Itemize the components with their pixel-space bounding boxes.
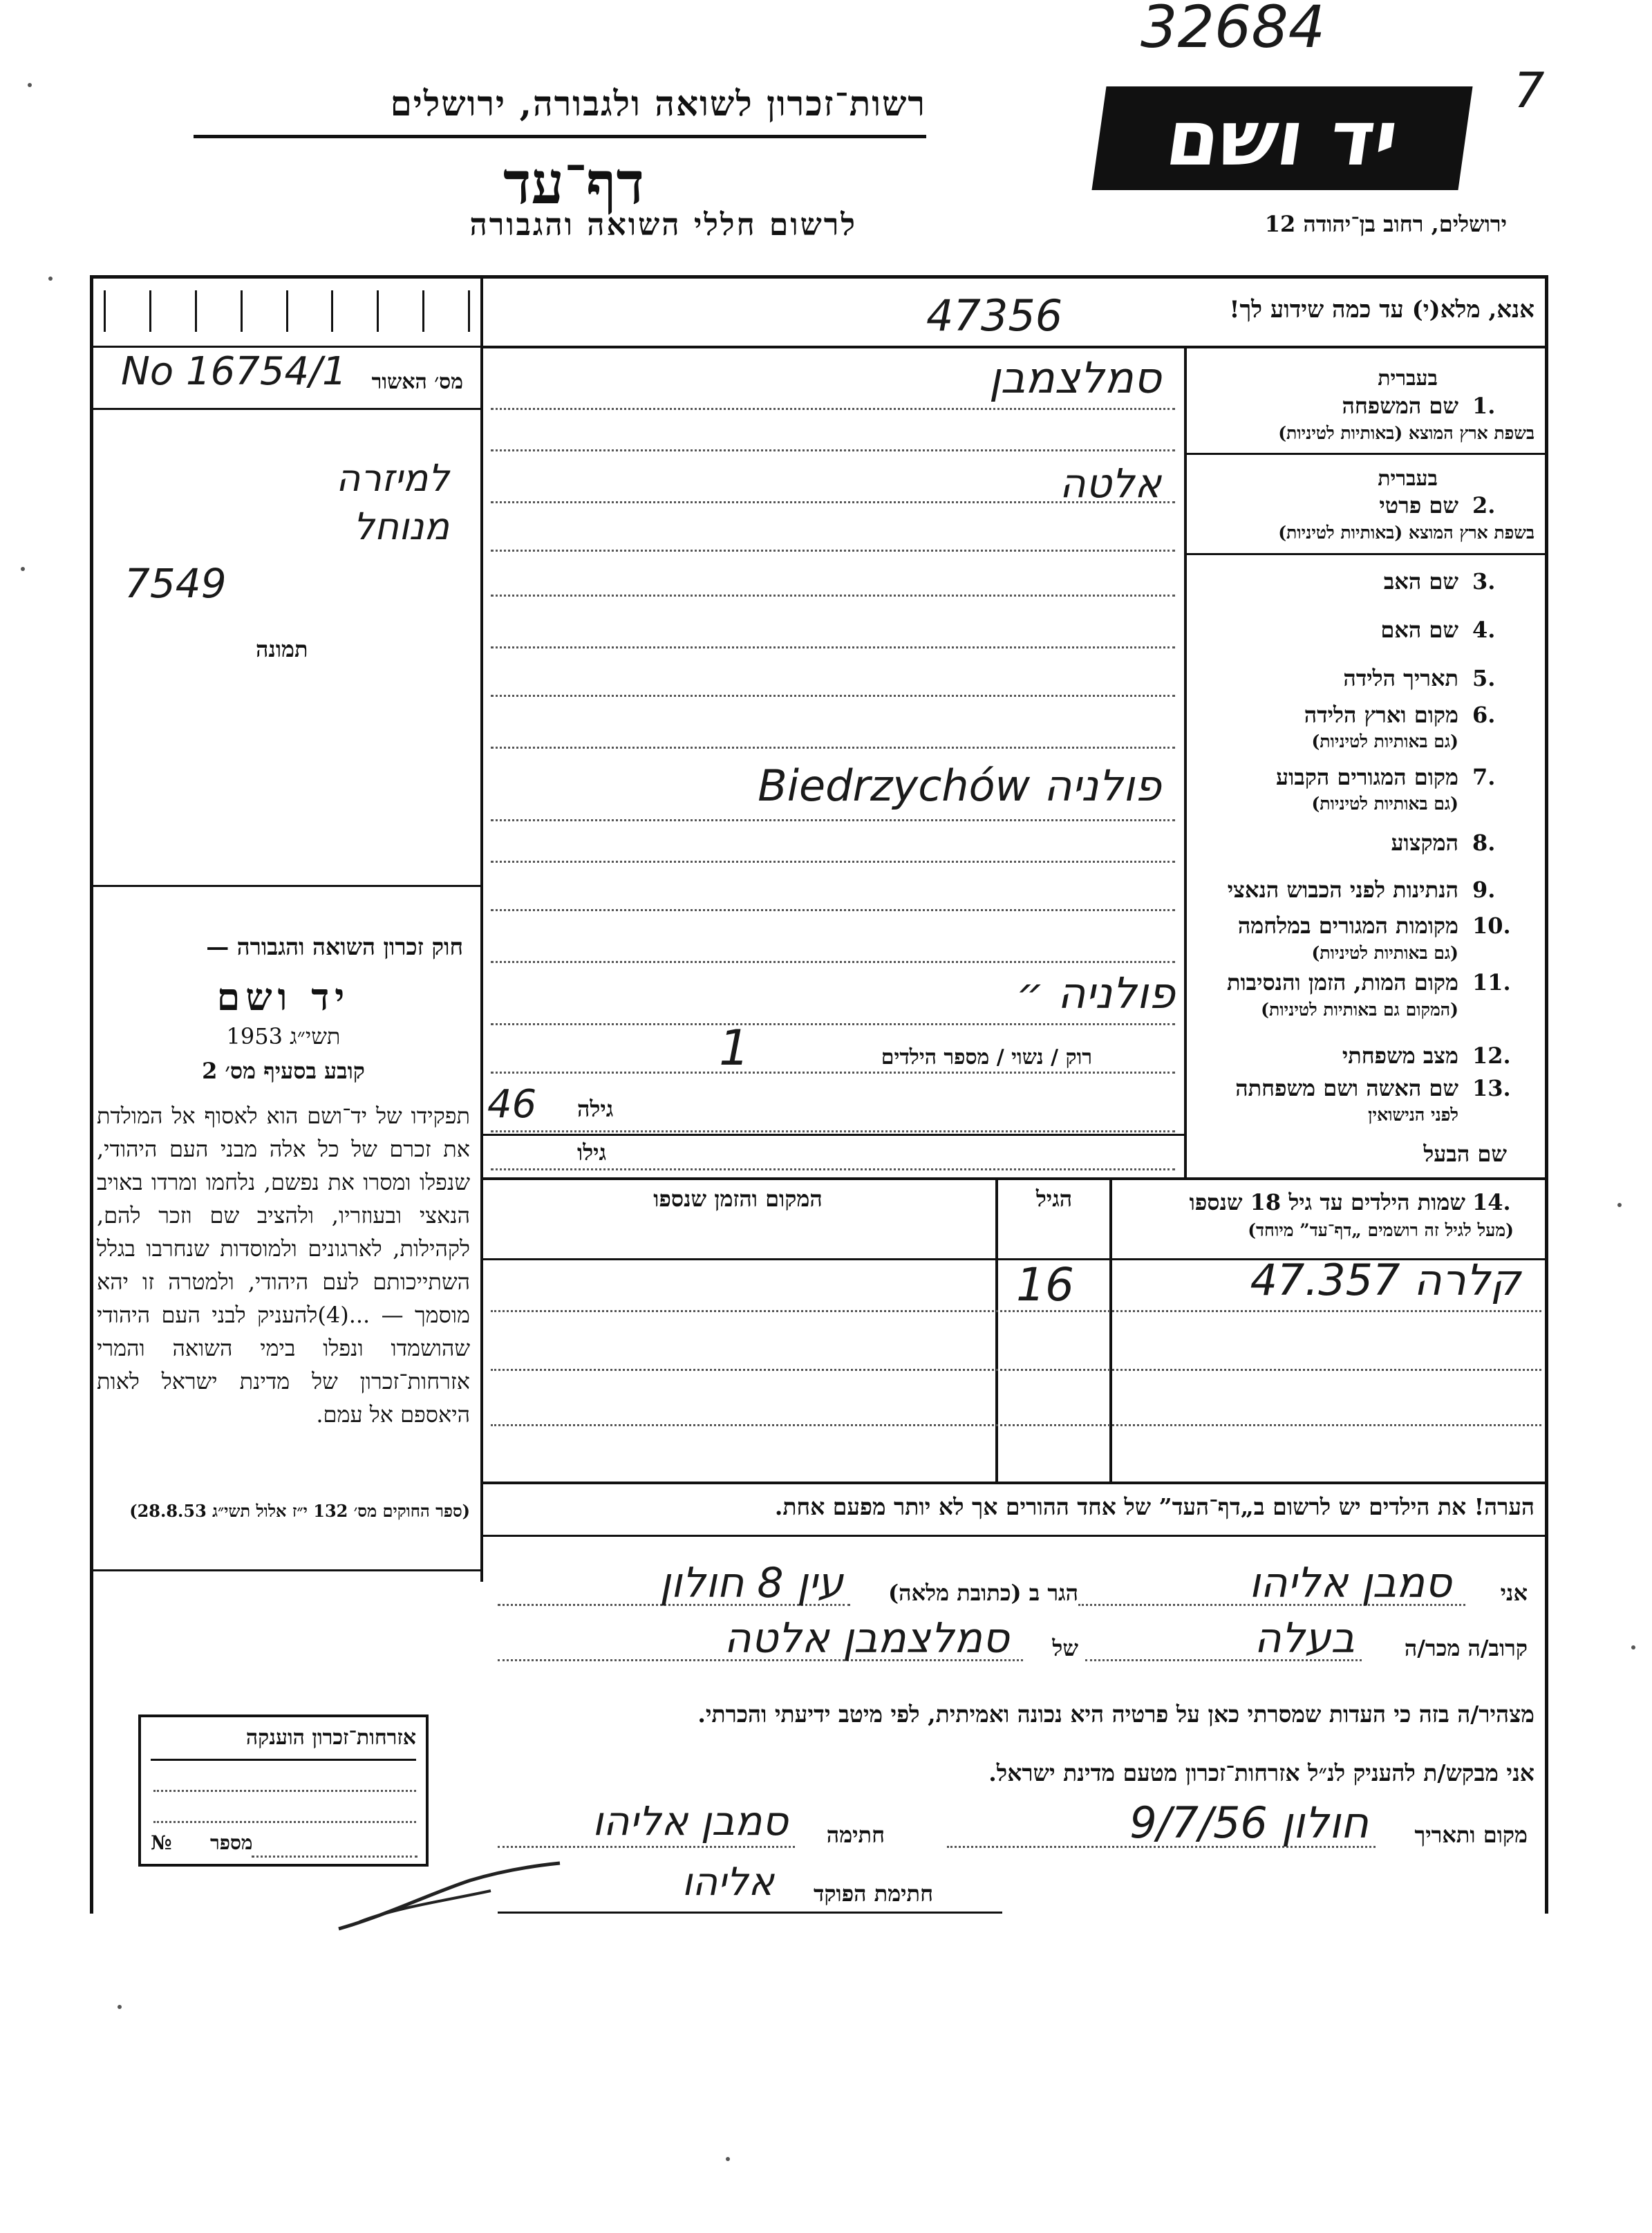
- field-2-latin-line: [491, 550, 1175, 552]
- children-col-divider: [1109, 1177, 1112, 1482]
- logo-text: יד ושם: [1161, 94, 1404, 183]
- field-7-number: 7.: [1472, 764, 1496, 790]
- wife-age-label: גילה: [577, 1096, 614, 1122]
- field-1-note: בשפת ארץ המוצא (באותיות לטיניות): [1278, 423, 1534, 443]
- husband-age-label: גילו: [577, 1139, 607, 1166]
- field-9-number: 9.: [1472, 877, 1496, 903]
- field-4-label: שם האם: [1380, 617, 1458, 643]
- field-8-number: 8.: [1472, 830, 1496, 856]
- decl-officer-value[interactable]: אליהו: [682, 1860, 774, 1905]
- field-6-label: מקום וארץ הלידה: [1304, 702, 1458, 728]
- scan-speck: [28, 83, 32, 87]
- field-13-note: לפני הנישואין: [1368, 1105, 1458, 1125]
- field-11-number: 11.: [1472, 969, 1511, 996]
- field-11-value[interactable]: פולניה ״: [1016, 968, 1175, 1018]
- field-4-number: 4.: [1472, 617, 1496, 643]
- decl-i-value[interactable]: סמבן אליהו: [1249, 1559, 1452, 1607]
- form-title: דף־עד: [503, 149, 644, 217]
- id-strip-rule: [93, 346, 480, 348]
- memorial-box-number-label: מספר: [210, 1831, 253, 1854]
- decl-residing-label: הגר ב (כתובת מלאה): [888, 1580, 1078, 1606]
- decl-relative-value[interactable]: בעלה: [1254, 1614, 1355, 1663]
- header-rule: [194, 135, 926, 138]
- scan-speck: [726, 2157, 730, 2161]
- archive-number: 32684: [1141, 0, 1326, 61]
- labels-column-divider: [1184, 346, 1187, 1179]
- field-6-note: (גם באותיות לטיניות): [1311, 731, 1458, 751]
- field-2-qualifier: בעברית: [1378, 467, 1438, 491]
- field-11-note: (המקום גם באותיות לטיניות): [1261, 1000, 1458, 1020]
- children-note: (מעל לגיל זה רושמים „דף־עד” מיוחד): [1248, 1220, 1514, 1240]
- org-line: רשות־זכרון לשואה ולגבורה, ירושלים: [390, 83, 926, 124]
- children-number: 14.: [1472, 1189, 1511, 1215]
- decl-signature-label: חתימה: [826, 1822, 885, 1848]
- decl-i-label: אני: [1500, 1580, 1528, 1606]
- field-1-qualifier: בעברית: [1378, 366, 1438, 391]
- children-label: שמות הילדים עד גיל 18 שנספו: [1189, 1189, 1465, 1215]
- memorial-box-number-prefix: №: [151, 1831, 172, 1854]
- approval-label: מס׳ האשור: [371, 370, 463, 394]
- field-5-label: תאריך הלידה: [1343, 665, 1458, 691]
- id-strip: [104, 290, 470, 332]
- intro-handwritten-number: 47356: [926, 290, 1063, 341]
- field-3-number: 3.: [1472, 568, 1496, 595]
- law-rule: [93, 1569, 480, 1571]
- memorial-box: [138, 1715, 429, 1867]
- husband-line: [491, 1168, 1175, 1170]
- decl-place-date-label: מקום ותאריך: [1414, 1822, 1528, 1848]
- approval-rule: [93, 408, 480, 410]
- field-2-note: בשפת ארץ המוצא (באותיות לטיניות): [1278, 523, 1534, 543]
- child-1-age[interactable]: 16: [1016, 1258, 1074, 1311]
- field-3-label: שם האב: [1383, 568, 1458, 595]
- law-body: תפקידו של יד־ושם הוא לאסוף אל המולדת את זכרם של כל אלה מבני העם היהודי, שנפלו ומסרו את נפשם, נלחמו ומרדו באויב הנאצי ובעוזריו, ולהציב שם וזכר להם, לקהילות, לארגונים ולמוסדות שנחרבו בגלל השתייכותם לעם היהודי, ולמטרה זו יהא מוסמך — ...(4)להעניק לבני העם היהודי שהושמדו ונפלו בימי השואה והמרי אזרחות־זכרון של מדינת ישראל לאות היאספם אל עמם.: [97, 1103, 471, 1428]
- field-1-value[interactable]: סמלצמבן: [988, 353, 1161, 403]
- wife-age-value[interactable]: 46: [487, 1082, 537, 1127]
- field-7-note: (גם באותיות לטיניות): [1311, 794, 1458, 814]
- children-remark: הערה! את הילדים יש לרשום ב„דף־העד” של אחד ההורים אך לא יותר מפעם אחת.: [774, 1493, 1534, 1520]
- field-3-line: [491, 595, 1175, 597]
- field-1-latin-line: [491, 449, 1175, 451]
- memorial-box-line: [153, 1821, 416, 1823]
- law-year: תשי״ג 1953: [226, 1023, 341, 1049]
- husband-label: שם הבעל: [1423, 1141, 1507, 1167]
- field-2-value[interactable]: אלטה: [1059, 460, 1161, 507]
- decl-request: אני מבקש/ת להעניק לנ״ל אזרחות־זכרון מטעם מדינת ישראל.: [988, 1759, 1534, 1786]
- child-row-line: [491, 1310, 1541, 1312]
- field-1-line: [491, 408, 1175, 410]
- memorial-box-rule: [151, 1759, 416, 1761]
- law-section: קובע בסעיף מס׳ 2: [202, 1058, 365, 1084]
- decl-signature-line: [498, 1846, 795, 1848]
- field-7-value[interactable]: פולניה Biedrzychów: [758, 760, 1161, 811]
- field-6-line: [491, 747, 1175, 749]
- remark-rule: [480, 1535, 1548, 1537]
- field-9-label: הנתינות לפני הכבוש הנאצי: [1227, 877, 1458, 903]
- decl-statement: מצהיר/ה בזה כי העדות שמסרתי כאן על פרטיה היא נכונה ואמיתית, לפי מיטב ידיעתי והכרתי.: [697, 1701, 1534, 1728]
- child-row-line: [491, 1424, 1541, 1426]
- memorial-box-line: [153, 1790, 416, 1792]
- children-bottom-rule: [480, 1482, 1548, 1484]
- page-number: 7: [1514, 62, 1545, 119]
- scan-speck: [21, 567, 25, 571]
- law-title: חוק זכרון השואה והגבורה —: [206, 933, 463, 960]
- field-12-number: 12.: [1472, 1043, 1511, 1069]
- row-rule: [1184, 553, 1548, 555]
- field-7-line: [491, 819, 1175, 821]
- decl-of-label: של: [1052, 1635, 1078, 1661]
- form-subtitle: לרשום חללי השואה והגבורה: [469, 207, 857, 243]
- field-11-label: מקום המות, הזמן והנסיבות: [1226, 969, 1458, 996]
- decl-residing-value[interactable]: עין 8 חולון: [659, 1559, 843, 1607]
- field-1-number: 1.: [1472, 393, 1496, 419]
- form-intro: אנא, מלא(י) עד כמה שידוע לך!: [1229, 296, 1534, 324]
- approval-number: No 16754/1: [121, 349, 347, 394]
- husband-row-rule: [480, 1177, 1548, 1180]
- children-age-divider: [995, 1177, 998, 1482]
- field-10-line: [491, 961, 1175, 963]
- decl-officer-label: חתימת הפוקד: [814, 1880, 933, 1907]
- field-12-line: [491, 1072, 1175, 1074]
- row-rule: [1184, 453, 1548, 455]
- field-13-number: 13.: [1472, 1075, 1511, 1101]
- decl-relative-label: קרוב/ה מכר/ה: [1404, 1635, 1528, 1661]
- photo-rule: [93, 885, 480, 887]
- law-logo: יד ושם: [216, 975, 350, 1019]
- decl-officer-line: [498, 1912, 1002, 1914]
- child-1-name[interactable]: קלרה 47.357: [1250, 1255, 1521, 1305]
- field-8-line: [491, 861, 1175, 863]
- decl-signature-value[interactable]: סמבן אליהו: [592, 1797, 788, 1844]
- field-1-label: שם המשפחה: [1342, 393, 1458, 419]
- law-source: (ספר החוקים מס׳ 132 י״ז אלול תשי״ג 28.8.53): [129, 1501, 470, 1521]
- left-column-divider: [480, 275, 483, 1582]
- field-7-label: מקום המגורים הקבוע: [1276, 764, 1458, 790]
- field-5-number: 5.: [1472, 665, 1496, 691]
- field-10-note: (גם באותיות לטיניות): [1311, 943, 1458, 963]
- decl-of-value[interactable]: סמלצמבן אלטה: [724, 1614, 1009, 1663]
- memorial-box-title: אזרחות־זכרון הוענקה: [245, 1726, 416, 1750]
- children-col-age: הגיל: [1035, 1186, 1073, 1212]
- decl-place-date-value[interactable]: חולון 9/7/56: [1129, 1797, 1369, 1848]
- intro-divider: [480, 346, 1548, 348]
- field-2-label: שם פרטי: [1379, 492, 1458, 518]
- photo-note-3: 7549: [124, 560, 227, 607]
- family-status-options: רוק / נשוי / מספר הילדים: [881, 1045, 1092, 1069]
- address: ירושלים, רחוב בן־יהודה 12: [1264, 211, 1507, 237]
- field-2-number: 2.: [1472, 492, 1496, 518]
- field-9-line: [491, 909, 1175, 911]
- photo-label: תמונה: [256, 636, 308, 662]
- scan-speck: [48, 277, 53, 281]
- photo-note-2: מנוחל: [353, 505, 449, 548]
- scan-speck: [1617, 1203, 1622, 1207]
- field-11-line: [491, 1023, 1175, 1025]
- scan-speck: [118, 2005, 122, 2009]
- field-13-label: שם האשה ושם משפחתה: [1235, 1075, 1458, 1101]
- field-6-number: 6.: [1472, 702, 1496, 728]
- field-10-number: 10.: [1472, 913, 1511, 939]
- children-col-place: המקום והזמן שנספו: [653, 1186, 823, 1212]
- field-4-line: [491, 646, 1175, 648]
- field-12-value[interactable]: 1: [719, 1020, 750, 1076]
- field-12-label: מצב משפחתי: [1342, 1043, 1458, 1069]
- photo-note-1: למיזרה: [336, 456, 449, 500]
- wife-row-rule: [480, 1134, 1184, 1136]
- field-5-line: [491, 695, 1175, 697]
- yad-vashem-logo: [1091, 86, 1472, 190]
- child-row-line: [491, 1369, 1541, 1371]
- field-10-label: מקומות המגורים במלחמה: [1237, 913, 1458, 939]
- field-13-line: [491, 1130, 1175, 1132]
- memorial-box-number-line[interactable]: [252, 1856, 417, 1858]
- scan-speck: [1631, 1645, 1635, 1650]
- field-8-label: המקצוע: [1391, 830, 1458, 856]
